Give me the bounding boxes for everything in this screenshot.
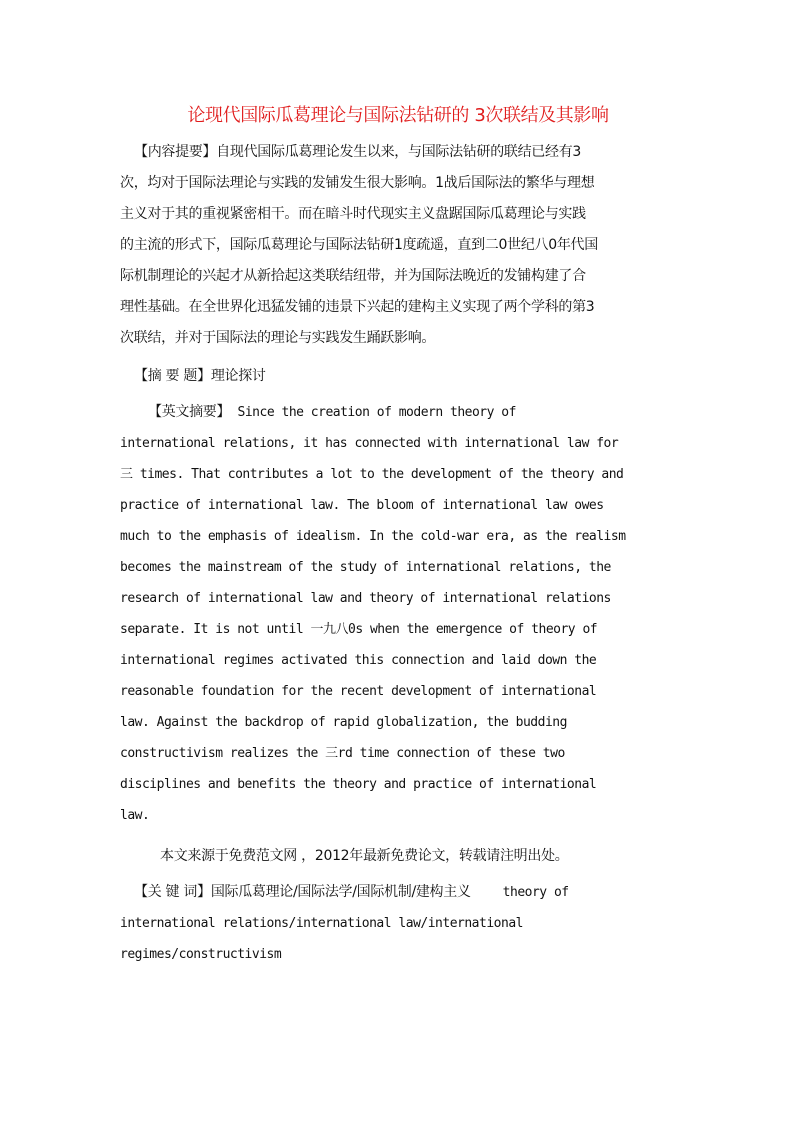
english-abstract-line-2: international relations, it has connected with international law for [120,436,619,451]
abstract-line-5: 际机制理论的兴起才从新拾起这类联结纽带，并为国际法晚近的发铺构建了合 [120,268,586,284]
source-note: 本文来源于免费范文网 ，2012年最新免费论文，转载请注明出处。 [160,848,569,864]
keywords-cn: 国际瓜葛理论/国际法学/国际机制/建构主义 [210,884,471,900]
abstract-line-6: 理性基础。在全世界化迅猛发铺的违景下兴起的建构主义实现了两个学科的第3 [120,299,595,315]
english-abstract-line-7: research of international law and theory of international relations [120,591,611,606]
keywords-section [120,877,680,970]
keywords-label: 【关 键 词】 [134,884,211,900]
keywords-en-1: theory of [502,885,569,900]
english-abstract-section [120,397,680,831]
keywords-en-2: international relations/international law/international [120,916,523,931]
english-abstract-line-5: much to the emphasis of idealism. In the cold-war era, as the realism [120,529,626,544]
english-abstract-line-13: disciplines and benefits the theory and practice of international [120,777,597,792]
english-abstract-line-1: 【英文摘要】 Since the creation of modern theory of [120,397,680,428]
english-abstract-line-12: constructivism realizes the 三rd time connection of these two [120,746,565,761]
english-abstract-line-8: separate. It is not until 一九八0s when the emergence of theory of [120,622,598,637]
english-abstract-line-14: law. [120,808,150,823]
english-abstract-line-4: practice of international law. The bloom of international law owes [120,498,604,513]
abstract-label: 【内容提要】 [134,144,217,160]
document-title: 论现代国际瓜葛理论与国际法钻研的 3次联结及其影响 [187,105,609,126]
english-abstract-line-10: reasonable foundation for the recent development of international [120,684,597,699]
abstract-line-7: 次联结，并对于国际法的理论与实践发生踊跃影响。 [120,330,436,346]
english-abstract-label: 【英文摘要】 [148,404,231,420]
abstract-line-4: 的主流的形式下，国际瓜葛理论与国际法钻研1度疏遥，直到二0世纪八0年代国 [120,237,598,253]
english-abstract-line-6: becomes the mainstream of the study of international relations, the [120,560,611,575]
keywords-line-1 [120,877,680,908]
abstract-line-3: 主义对于其的重视紧密相干。而在暗斗时代现实主义盘踞国际瓜葛理论与实践 [120,206,586,222]
subject-section [120,361,676,392]
subject-value: 理论探讨 [210,368,266,384]
abstract-line-1: 【内容提要】自现代国际瓜葛理论发生以来，与国际法钻研的联结已经有3 [120,137,676,168]
english-abstract-line-3: 三 times. That contributes a lot to the development of the theory and [120,467,624,482]
abstract-line-2: 次，均对于国际法理论与实践的发铺发生很大影响。1战后国际法的繁华与理想 [120,175,595,191]
abstract-section [120,137,676,354]
english-abstract-line-11: law. Against the backdrop of rapid globalization, the budding [120,715,567,730]
source-note-section [120,841,676,872]
english-abstract-line-9: international regimes activated this connection and laid down the [120,653,597,668]
keywords-en-3: regimes/constructivism [120,947,282,962]
subject-label: 【摘 要 题】 [134,368,211,384]
